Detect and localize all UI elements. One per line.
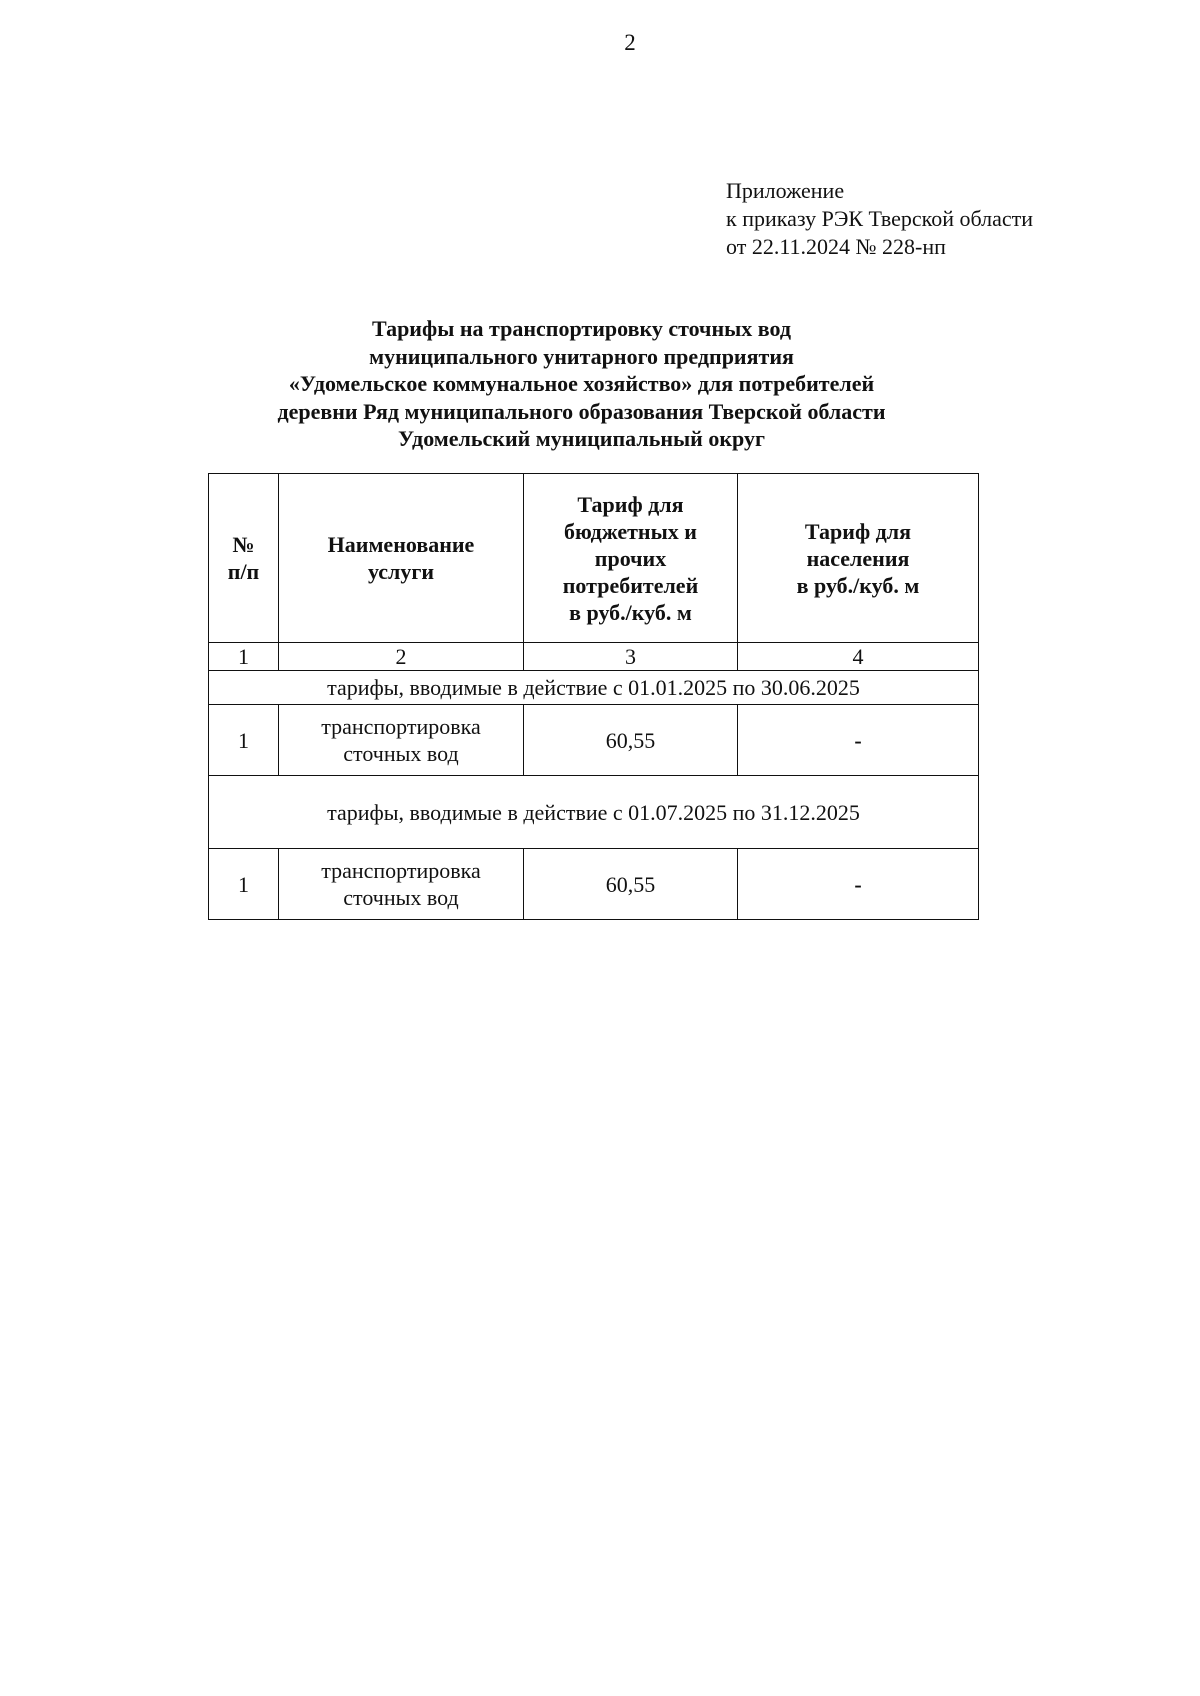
service-name: транспортировка сточных вод <box>279 705 524 776</box>
title-line: Удомельский муниципальный округ <box>398 426 765 451</box>
period-row <box>209 671 979 705</box>
table-header-row <box>209 474 979 643</box>
period-label: тарифы, вводимые в действие с 01.01.2025 по 30.06.2025 <box>209 671 979 705</box>
row-number: 1 <box>209 705 279 776</box>
appendix-line: к приказу РЭК Тверской области <box>726 206 1034 231</box>
column-number: 3 <box>524 643 738 671</box>
appendix-line: от 22.11.2024 № 228-нп <box>726 234 946 259</box>
title-line: Тарифы на транспортировку сточных вод <box>371 316 792 341</box>
period-label: тарифы, вводимые в действие с 01.07.2025 по 31.12.2025 <box>209 776 979 849</box>
title-line: «Удомельское коммунальное хозяйство» для потребителей <box>288 371 875 396</box>
table-row <box>209 849 979 920</box>
period-row <box>209 776 979 849</box>
header-cell-service: Наименование услуги <box>279 474 524 643</box>
header-cell-tariff-population: Тариф для населения в руб./куб. м <box>738 474 979 643</box>
tariff-budget-value: 60,55 <box>524 705 738 776</box>
column-number: 1 <box>209 643 279 671</box>
service-name: транспортировка сточных вод <box>279 849 524 920</box>
appendix-block <box>726 177 1033 261</box>
document-title <box>0 315 1163 453</box>
column-number: 2 <box>279 643 524 671</box>
tariff-table <box>208 473 979 920</box>
row-number: 1 <box>209 849 279 920</box>
column-number-row <box>209 643 979 671</box>
title-line: деревни Ряд муниципального образования Тверской области <box>277 398 886 424</box>
appendix-line: Приложение <box>726 178 845 203</box>
column-number: 4 <box>738 643 979 671</box>
header-cell-tariff-budget: Тариф для бюджетных и прочих потребителей в руб./куб. м <box>524 474 738 643</box>
page-number: 2 <box>624 30 636 55</box>
tariff-population-value: - <box>738 849 979 920</box>
tariff-population-value: - <box>738 705 979 776</box>
table-row <box>209 705 979 776</box>
header-cell-number: № п/п <box>209 474 279 643</box>
tariff-budget-value: 60,55 <box>524 849 738 920</box>
title-line: муниципального унитарного предприятия <box>369 343 794 369</box>
